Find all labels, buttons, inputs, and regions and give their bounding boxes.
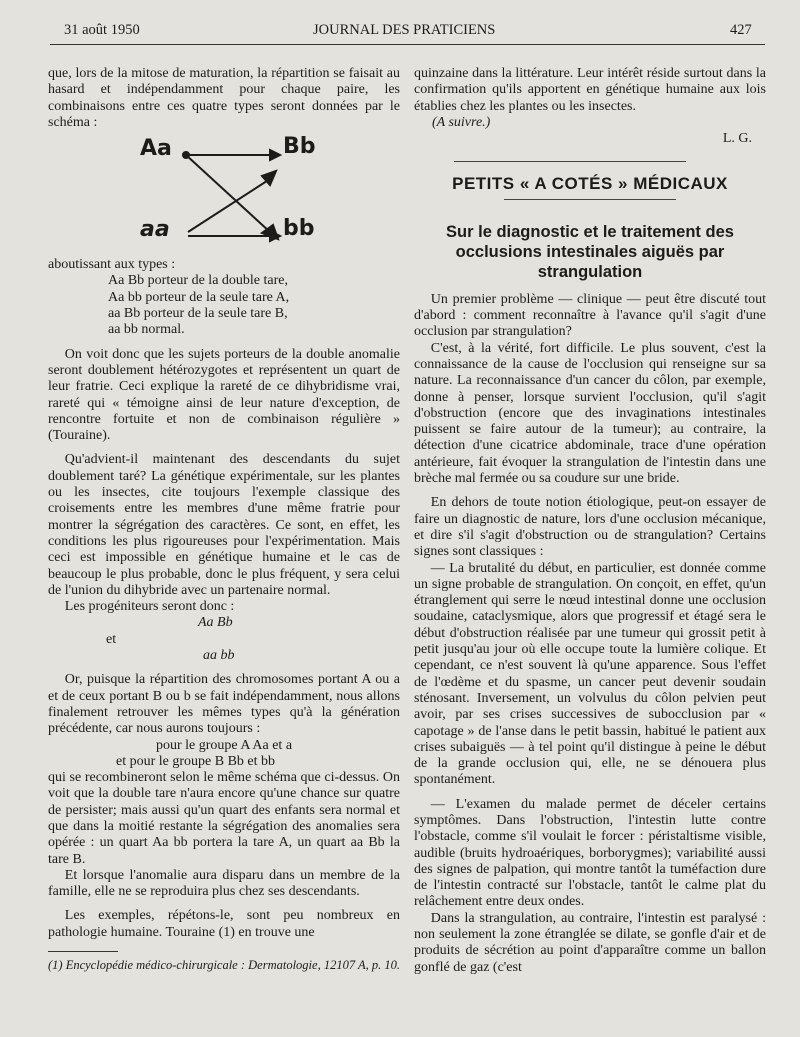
- paragraph: Et lorsque l'anomalie aura disparu dans un membre de la famille, elle ne se reproduira plus chez ses descendants.: [48, 867, 400, 900]
- page-number: 427: [730, 22, 752, 38]
- type-item: Aa bb porteur de la seule tare A,: [108, 289, 290, 305]
- paragraph: On voit donc que les sujets porteurs de la double anomalie seront doublement hétérozygotes et représentent un quart de leur fratrie. Ceci explique la rareté de ce dihybridisme vrai, rareté qui « témoigne ainsi de leur nature d'exception, de rencontre fortuite et non de combinaison régulière » (Touraine).: [48, 346, 400, 444]
- footnote-rule: [48, 951, 118, 952]
- diagram-label-aa-lower: aa: [140, 217, 170, 243]
- cross-conjunction: et: [106, 631, 117, 647]
- types-intro: aboutissant aux types :: [48, 257, 176, 273]
- footnote: (1) Encyclopédie médico-chirurgicale : Dermatologie, 12107 A, p. 10.: [48, 958, 400, 973]
- group-a-line: pour le groupe A Aa et a: [155, 737, 293, 753]
- right-column: [414, 66, 766, 976]
- paragraph: quinzaine dans la littérature. Leur intérêt réside surtout dans la confirmation qu'ils apportent en génétique humaine aux lois établies chez les plantes ou les insectes.: [414, 66, 766, 114]
- cross-parent-2: aa bb: [203, 648, 235, 664]
- header-rule: [50, 44, 765, 45]
- paragraph: Un premier problème — clinique — peut être discuté tout d'abord : comment reconnaître à l'avance qu'il s'agit d'une occlusion par strangulation?: [414, 291, 766, 340]
- paragraph: C'est, à la vérité, fort difficile. Le plus souvent, c'est la connaissance de la cause de l'occlusion qui renseigne sur sa nature. La reconnaissance d'un cancer du côlon, par exemple, donne à penser, lorsque survient l'occlusion, qu'il s'agit d'obstruction (encore que des invaginations intestinales puissent se faire autour de la tumeur); au contraire, la détection d'une cicatrice abdominale, trace d'une opération antérieure, fait évoquer la strangulation de l'intestin dans une brèche mal fermée ou sa coudure sur une bride.: [414, 340, 766, 487]
- section-rule: [454, 161, 686, 162]
- page-header: [50, 22, 765, 46]
- paragraph: Les exemples, répétons-le, sont peu nombreux en pathologie humaine. Touraine (1) en trouve une: [48, 908, 400, 940]
- type-item: aa Bb porteur de la seule tare B,: [108, 306, 288, 322]
- issue-date: 31 août 1950: [64, 22, 140, 38]
- paragraph: Qu'advient-il maintenant des descendants du sujet doublement taré? La génétique expérimentale, sur les plantes ou les insectes, cite toujours l'exemple classique des croisements entre les membres d'une même fratrie pour montrer la ségrégation des caractères. Ce sont, en effet, les conditions les plus rigoureuses pour l'expérimentation. Mais ceci est impossible en génétique humaine et le cas de beaucoup le plus probable, donc le plus fréquent, y sera celui de l'union du dihybride avec un partenaire normal.: [48, 452, 400, 598]
- continued-note: (A suivre.): [432, 114, 491, 130]
- paragraph: — La brutalité du début, en particulier, est donnée comme un signe probable de strangulation. On conçoit, en effet, qu'un étranglement qui serre le nœud intestinal donne une occlusion soudaine, cataclysmique, alors que progressif et étagé sera le début d'obstruction réalisée par une tumeur qui grossit petit à petit jusqu'au jour où elle occupe toute la lumière colique. Et cependant, ce n'est souvent là qu'une apparence. Sous l'effet de l'œdème et du spasme, un cancer peut devenir soudain sténosant. Inversement, un volvulus du côlon pelvien peut avoir, par ses crises successives de subocclusion par « capotage » de l'anse dans le petit bassin, habitué le patient aux crises subaiguës — à tel point qu'il distingue à peine le début de la grande occlusion qui, elle, ne se dénouera plus spontanément.: [414, 560, 766, 788]
- left-column: [48, 66, 400, 973]
- article-title: Sur le diagnostic et le traitement des occlusions intestinales aiguës par strangulation: [446, 222, 734, 281]
- diagram-label-bb-lower: bb: [283, 216, 315, 242]
- diagram-label-aa-upper: Aa: [140, 136, 172, 162]
- section-title: PETITS « A COTÉS » MÉDICAUX: [452, 174, 728, 194]
- diagram-arrows: [48, 134, 400, 255]
- paragraph: — L'examen du malade permet de déceler certains symptômes. Dans l'obstruction, l'intestin lutte contre l'obstacle, comme s'il voulait le forcer : péristaltisme visible, audible (bruits hydroaériques, borborygmes); variabilité aussi des signes de palpation, qui montre tantôt la tuméfaction dure de l'intestin contracté sur l'obstacle, tantôt le calme plat du relâchement entre deux ondes.: [414, 796, 766, 910]
- paragraph: que, lors de la mitose de maturation, la répartition se faisait au hasard et indépendamment pour chaque paire, les combinaisons entre ces quatre types seront données par le schéma :: [48, 66, 400, 130]
- cross-parent-1: Aa Bb: [198, 615, 233, 631]
- genetic-cross-diagram: [48, 134, 400, 255]
- paragraph: En dehors de toute notion étiologique, peut-on essayer de faire un diagnostic de nature, lors d'une occlusion mécanique, et dire s'il s'agit d'obstruction ou de strangulation? Certains signes sont classiques :: [414, 495, 766, 560]
- section-title-rule: [504, 199, 676, 200]
- paragraph: Dans la strangulation, au contraire, l'intestin est paralysé : non seulement la zone étranglée se dilate, se gonfle d'air et de produits de sécrétion au point d'apparaître comme un ballon gonflé de gaz (c'est: [414, 910, 766, 975]
- author-signature: L. G.: [722, 131, 752, 147]
- diagram-label-bb-upper: Bb: [283, 134, 316, 160]
- paragraph: qui se recombineront selon le même schéma que ci-dessus. On voit que la double tare n'aura encore qu'une chance sur quatre de persister; mais aussi qu'un quart des enfants sera normal et que dans la moitié restante la ségrégation des anomalies sera opérée : un quart Aa bb portera la tare A, un quart aa Bb la tare B.: [48, 770, 400, 867]
- group-b-line: et pour le groupe B Bb et bb: [116, 753, 276, 769]
- journal-title: JOURNAL DES PRATICIENS: [313, 22, 496, 38]
- paragraph: Or, puisque la répartition des chromosomes portant A ou a et de ceux portant B ou b se fait indépendamment, nous allons finalement retrouver les mêmes types qu'à la génération précédente, car nous aurons toujours :: [48, 672, 400, 737]
- types-list: [108, 273, 400, 338]
- paragraph: Les progéniteurs seront donc :: [64, 599, 235, 615]
- type-item: aa bb normal.: [108, 322, 185, 338]
- type-item: Aa Bb porteur de la double tare,: [108, 273, 288, 289]
